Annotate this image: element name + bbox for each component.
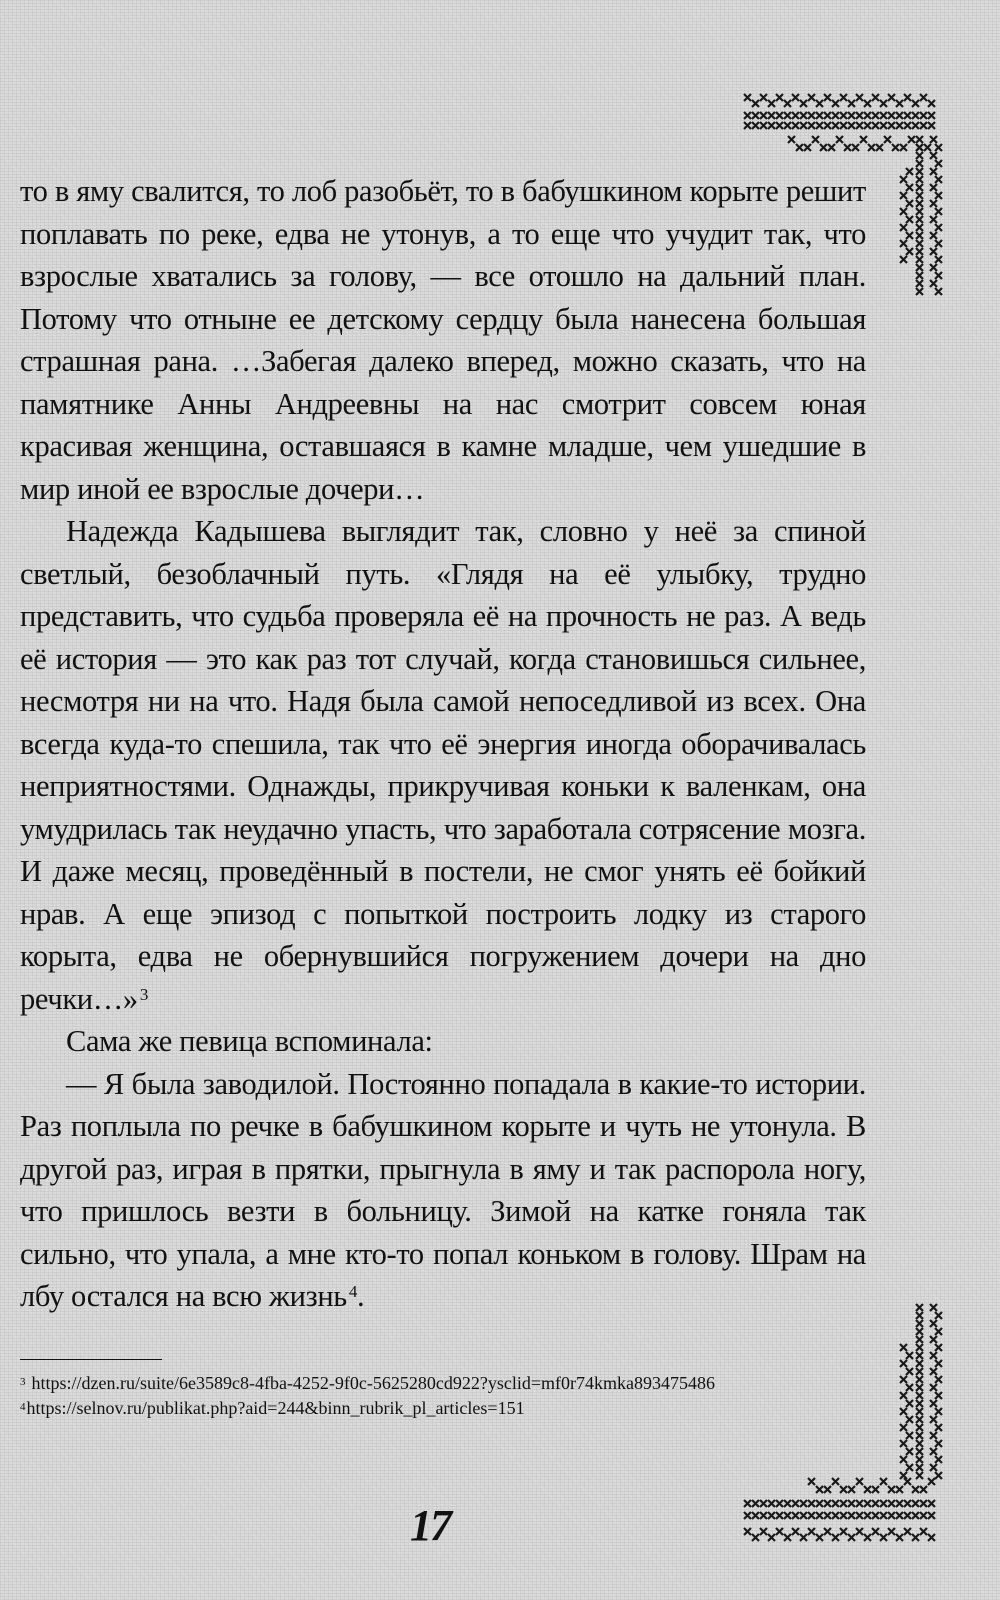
footnote-ref-4[interactable]: 4 <box>348 1282 358 1301</box>
paragraph-3: Сама же певица вспоминала: <box>66 1024 433 1058</box>
footnote-divider <box>20 1359 162 1360</box>
footnote-marker: 3 <box>20 1376 26 1388</box>
footnote-link[interactable]: https://dzen.ru/suite/6e3589c8-4fba-4252-9f0c-5625280cd922?ysclid=mf0r74kmka893475486 <box>31 1373 716 1393</box>
paragraph-4-end: . <box>357 1279 365 1313</box>
paragraph-2 <box>20 510 866 1020</box>
paragraph-2-text: Надежда Кадышева выглядит так, словно у неё за спиной светлый, безоблачный путь. «Глядя на её улыбку, трудно представить, что судьба проверяла её на прочность не раз. А ведь её история — это как раз тот случай, когда становишься сильнее, несмотря ни на что. Надя была самой непоседливой из всех. Она всегда куда-то спешила, так что её энергия иногда оборачивалась неприятностями. Однажды, прикручивая коньки к валенкам, она умудрилась так неудачно упасть, что заработала сотрясение мозга. И даже месяц, проведённый в постели, не смог унять её бойкий нрав. А еще эпизод с попыткой построить лодку из старого корыта, едва не обернувшийся погружением дочери на дно речки…» <box>20 514 866 1016</box>
paragraph-1: то в яму свалится, то лоб разобьёт, то в бабушкином корыте решит поплавать по реке, едва не утонув, а то еще что учудит так, что взрослые хватались за голову, — все отошло на дальний план. Потому что отныне ее детскому сердцу была нанесена большая страшная рана. …Забегая далеко вперед, можно сказать, что на памятнике Анны Андреевны на нас смотрит совсем юная красивая женщина, оставшаяся в камне младше, чем ушедшие в мир иной ее взрослые дочери… <box>20 174 866 506</box>
page-number: 17 <box>410 1501 450 1550</box>
paragraph-4-text: — Я была заводилой. Постоянно попадала в какие-то истории. Раз поплыла по речке в бабушкином корыте и чуть не утонула. В другой раз, играя в прятки, прыгнула в яму и так распорола ногу, что пришлось везти в больницу. Зимой на катке гоняла так сильно, что упала, а мне кто-то попал коньком в голову. Шрам на лбу остался на всю жизнь <box>20 1066 866 1313</box>
paragraph-4 <box>20 1063 866 1318</box>
body-text <box>20 170 866 1318</box>
footnote-marker: 4 <box>20 1401 26 1413</box>
footnote-ref-3[interactable]: 3 <box>139 984 148 1004</box>
footnote-link[interactable]: https://selnov.ru/publikat.php?aid=244&binn_rubrik_pl_articles=151 <box>26 1398 525 1418</box>
